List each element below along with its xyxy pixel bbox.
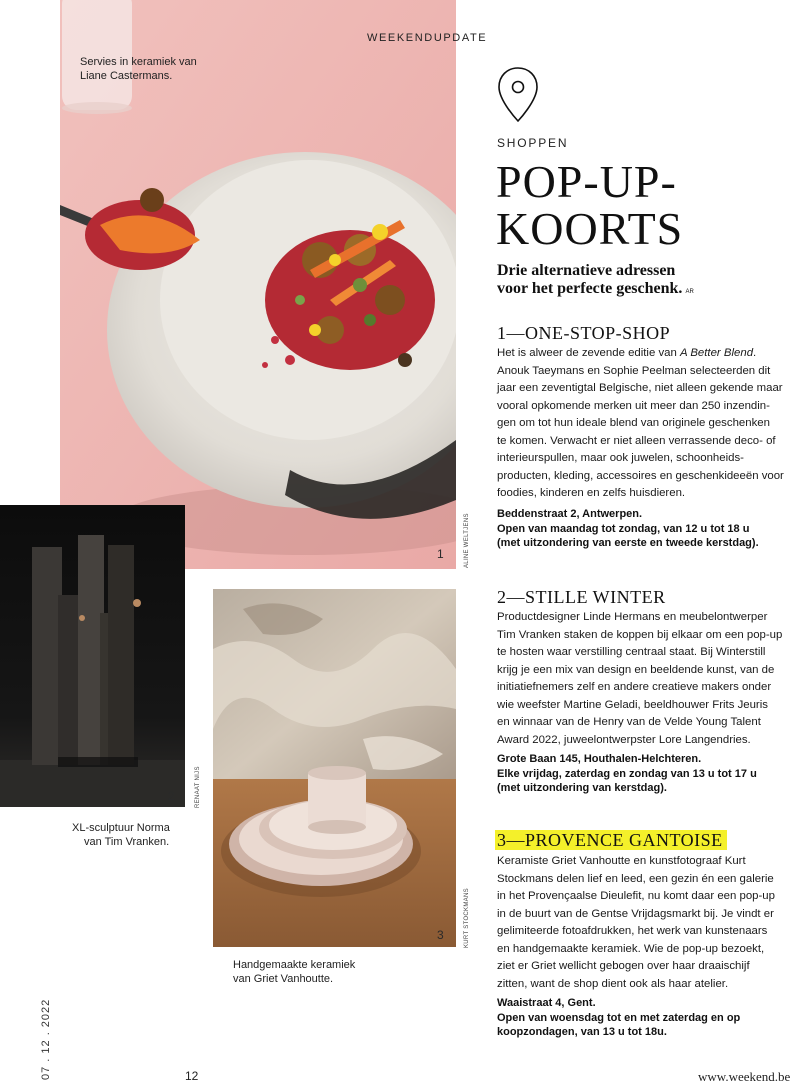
- article-kicker: SHOPPEN: [497, 136, 569, 150]
- section-1-line: producten, kleding, accessoires en geschenkideeën voor: [497, 469, 784, 482]
- section-3-line: Stockmans delen lief en leed, een gezin én een galerie: [497, 872, 774, 885]
- section-2-line: te hosten waar verstilling centraal staat. Bij Winterstill: [497, 646, 766, 658]
- section-2-line: en winnaar van de Henry van de Velde Young Talent: [497, 716, 761, 728]
- section-2-hours: Elke vrijdag, zaterdag en zondag van 13 u tot 17 u: [497, 767, 757, 780]
- photo-2-credit: RENAAT NIJS: [195, 766, 201, 808]
- photo-1-caption-line1: Servies in keramiek van: [80, 56, 197, 68]
- plate-illustration: [60, 0, 456, 569]
- issue-date: 07 . 12 . 2022: [40, 998, 52, 1080]
- section-3-line: gelimiteerde fotoafdrukken, het werk van kunstenaars: [497, 925, 768, 937]
- section-3-line: en handgemaakte keramiek. Wie de pop-up bezoekt,: [497, 942, 765, 955]
- section-3-line: ziet er Griet wellicht gebogen over haar draaischijf: [497, 960, 750, 972]
- section-1-line-text: Het is alweer de zevende editie van A Better Blend.: [497, 347, 757, 359]
- photo-2-caption-line1: XL-sculptuur Norma: [72, 822, 170, 834]
- section-2-body: [497, 609, 792, 749]
- section-1-heading: 1—ONE-STOP-SHOP: [497, 323, 671, 343]
- section-2-address: Grote Baan 145, Houthalen-Helchteren.: [497, 753, 702, 765]
- website-link[interactable]: www.weekend.be: [698, 1069, 791, 1084]
- photo-sculpture: [0, 505, 185, 807]
- section-3-line: Keramiste Griet Vanhoutte en kunstfotograaf Kurt: [497, 855, 746, 867]
- photo-3-number: 3: [437, 928, 444, 942]
- section-1-line: foodies, kinderen en zelfs huisdieren.: [497, 487, 686, 499]
- article-subtitle: [497, 262, 797, 301]
- section-2-line: wie weefster Martine Geladi, beeldhouwer Frits Jeuris: [497, 698, 768, 711]
- section-1-line: te komen. Verwacht er niet alleen verrassende deco- of: [497, 434, 776, 447]
- photo-3-caption-line1: Handgemaakte keramiek: [233, 959, 356, 971]
- section-2-heading: 2—STILLE WINTER: [497, 587, 666, 607]
- section-2-line: krijg je een mix van design en beeldende kunst, van de: [497, 663, 775, 676]
- photo-1-caption-line2: Liane Castermans.: [80, 70, 173, 82]
- section-1-line: vooral opkomende merken uit meer dan 250 inzendin-: [497, 399, 770, 412]
- article-title-line1: POP-UP-: [496, 156, 677, 207]
- section-1-address: Beddenstraat 2, Antwerpen.: [497, 508, 643, 520]
- map-pin-icon: [497, 66, 539, 124]
- section-1-line: Anouk Taeymans en Sophie Peelman selecteerden dit: [497, 364, 771, 377]
- section-3-note: koopzondagen, van 13 u tot 18u.: [497, 1026, 667, 1038]
- photo-2-number: 2: [168, 789, 175, 803]
- section-3-body: [497, 853, 792, 993]
- article-subtitle-line1: Drie alternatieve adressen: [497, 262, 676, 279]
- section-3-address: Waaistraat 4, Gent.: [497, 997, 596, 1009]
- section-1-line: interieurspullen, maar ook juwelen, schoonheids-: [497, 452, 744, 464]
- photo-3-credit: KURT STOCKMANS: [464, 888, 470, 948]
- section-3-line: in de buurt van de Gentse Vrijdagsmarkt bij. Je vindt er: [497, 907, 774, 920]
- article-title-line2: KOORTS: [496, 203, 684, 254]
- section-3-hours: Open van woensdag tot en met zaterdag en op: [497, 1011, 741, 1024]
- photo-3-caption-line2: van Griet Vanhoutte.: [233, 973, 334, 985]
- section-3-info: [497, 996, 792, 1040]
- author-initials: AR: [685, 289, 694, 295]
- article-subtitle-line2: voor het perfecte geschenk.: [497, 280, 683, 297]
- photo-1-caption: [80, 55, 197, 83]
- photo-plate: [60, 0, 456, 569]
- section-1-line: gen om tot hun ideale blend van originele geschenken: [497, 417, 770, 429]
- section-2-line: Award 2022, juweelontwerpster Lore Langendries.: [497, 733, 751, 746]
- section-2-info: [497, 752, 792, 796]
- section-1-line: [497, 345, 792, 363]
- section-1-hours: Open van maandag tot zondag, van 12 u tot 18 u: [497, 522, 750, 535]
- section-1-body: [497, 345, 792, 503]
- section-1-info: [497, 507, 792, 551]
- photo-2-caption: [72, 821, 170, 849]
- sculpture-illustration: [0, 505, 185, 807]
- section-1-note: (met uitzondering van eerste en tweede kerstdag).: [497, 537, 759, 549]
- photo-ceramics: [213, 589, 456, 947]
- section-3-line: in het Provençaalse Dieulefit, nu komt daar een pop-up: [497, 890, 775, 902]
- page-number: 12: [185, 1069, 199, 1083]
- section-2-line: initiatiefnemers zelf en andere creatieve makers onder: [497, 681, 772, 693]
- section-3-heading-highlight: 3—PROVENCE GANTOISE: [495, 830, 727, 850]
- section-3-line: zitten, want de shop dient ook als haar atelier.: [497, 977, 729, 990]
- article-title: [496, 158, 796, 252]
- photo-1-credit: ALINE WELTJENS: [464, 513, 470, 568]
- ceramics-illustration: [213, 589, 456, 947]
- section-2-line: Tim Vranken staken de koppen bij elkaar om een pop-up: [497, 628, 783, 641]
- section-label: WEEKENDUPDATE: [367, 32, 488, 44]
- section-2-line: Productdesigner Linde Hermans en meubelontwerper: [497, 611, 768, 623]
- photo-1-number: 1: [437, 547, 444, 561]
- photo-2-caption-line2: van Tim Vranken.: [84, 836, 170, 848]
- section-2-note: (met uitzondering van kerstdag).: [497, 782, 667, 794]
- section-1-line: jaar een zeventigtal Belgische, niet alleen gekende maar: [497, 382, 783, 394]
- photo-3-caption: [233, 958, 355, 986]
- section-3-heading: [497, 830, 727, 851]
